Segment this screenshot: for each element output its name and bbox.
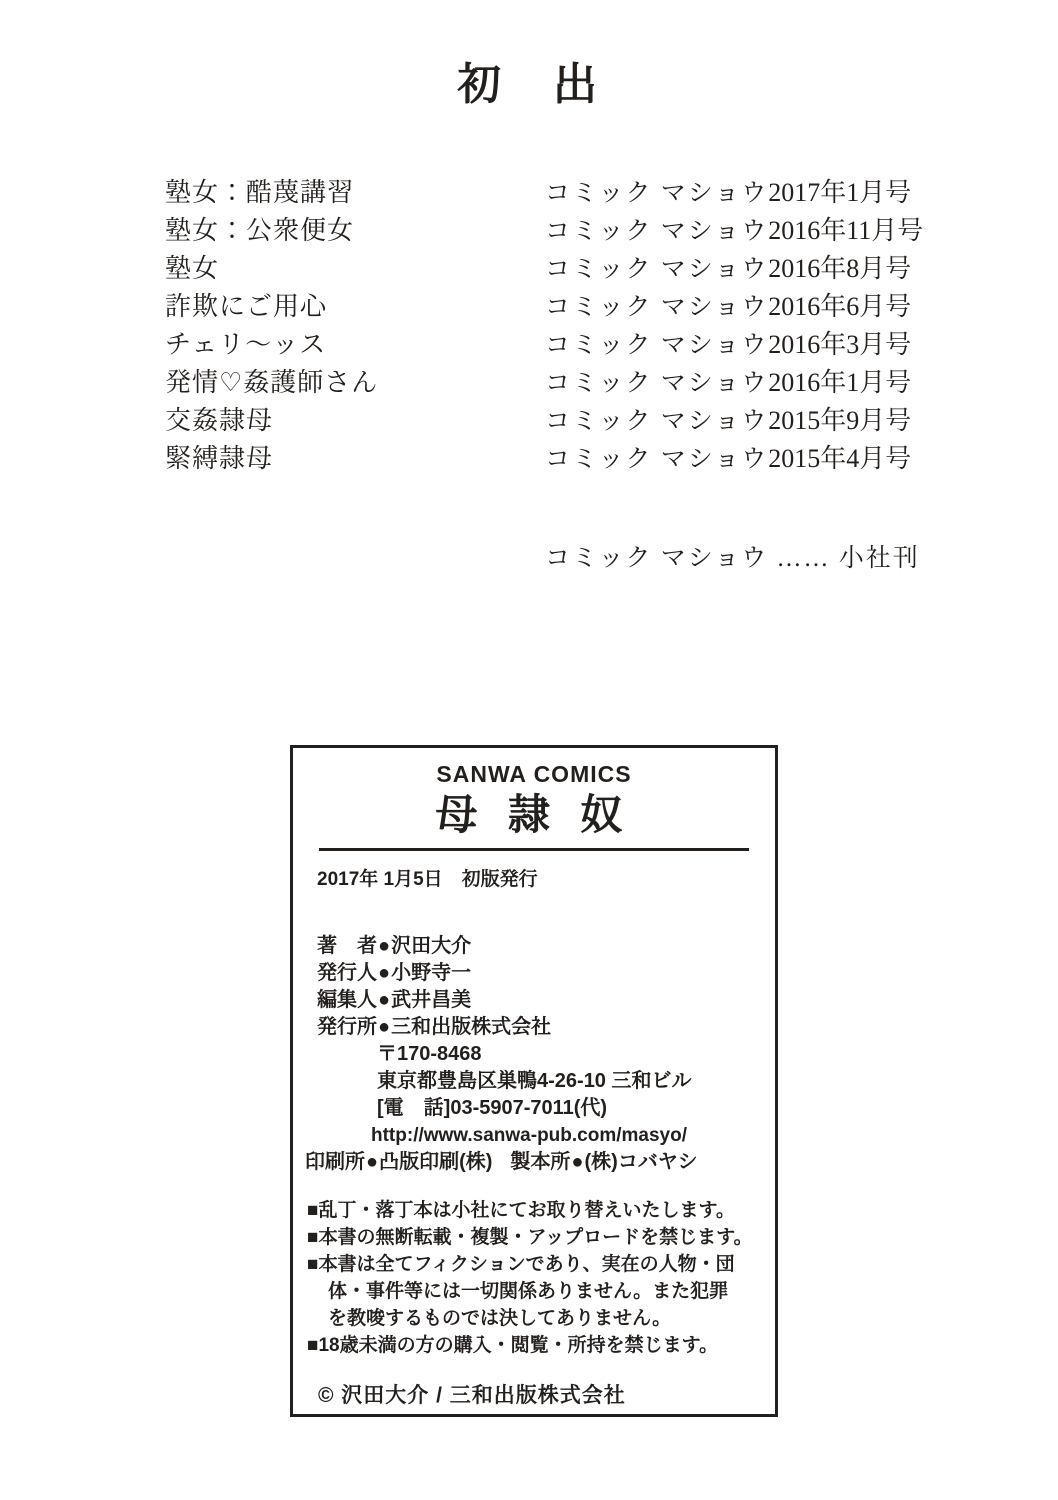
telephone: [電 話]03-5907-7011(代) — [377, 1097, 608, 1119]
street-address: 東京都豊島区巣鴨4-26-10 三和ビル — [377, 1070, 692, 1092]
credit-value: 小野寺一 — [391, 962, 472, 984]
postal-code: 〒170-8468 — [377, 1043, 482, 1065]
book-title: 母 隷 奴 — [435, 793, 633, 839]
credit-row-editor — [317, 987, 775, 1014]
colophon-box — [290, 745, 778, 1417]
publication-row — [165, 324, 912, 362]
work-title: 交姦隷母 — [165, 406, 274, 435]
notice-line: ■本書の無断転載・複製・アップロードを禁じます。 — [307, 1227, 753, 1248]
credit-label: 編集人 — [317, 989, 377, 1011]
production-value: (株)コバヤシ — [584, 1151, 698, 1173]
imprint-label: SANWA COMICS — [436, 761, 632, 787]
work-title: 詐欺にご用心 — [165, 292, 328, 321]
work-title: 塾女 — [165, 254, 220, 283]
publication-row — [165, 400, 912, 438]
bullet-icon: ● — [378, 989, 391, 1011]
issue-date: 2016年11月号 — [768, 216, 924, 245]
credit-row-publishing-house — [317, 1014, 775, 1041]
credit-label: 発行所 — [317, 1016, 377, 1038]
page-title: 初 出 — [457, 60, 601, 109]
bullet-icon: ● — [571, 1151, 584, 1173]
bullet-icon: ● — [366, 1151, 379, 1173]
credit-label: 著 者 — [317, 935, 377, 957]
work-title: チェリ～ッス — [165, 330, 327, 359]
bullet-icon: ● — [378, 962, 391, 984]
bullet-icon: ● — [378, 935, 391, 957]
bullet-icon: ● — [378, 1016, 391, 1038]
magazine-name: コミック マショウ — [545, 218, 769, 245]
publication-row — [165, 362, 912, 400]
magazine-name: コミック マショウ — [545, 294, 769, 321]
notices-list — [307, 1197, 775, 1359]
work-title: 緊縛隷母 — [165, 444, 274, 473]
magazine-name: コミック マショウ — [545, 180, 769, 207]
publisher-note: コミック マショウ …… 小社刊 — [545, 545, 920, 572]
notice-line-continuation: を教唆するものでは決してありません。 — [328, 1308, 672, 1329]
issue-date: 2016年8月号 — [768, 254, 912, 283]
magazine-name: コミック マショウ — [545, 370, 769, 397]
publication-row — [165, 172, 912, 210]
credit-label: 発行人 — [317, 962, 377, 984]
credits-list — [317, 933, 775, 1041]
issue-date: 2015年4月号 — [768, 444, 912, 473]
notice-line: ■本書は全てフィクションであり、実在の人物・団 — [307, 1254, 735, 1275]
work-title: 発情♡姦護師さん — [165, 368, 379, 397]
magazine-name: コミック マショウ — [545, 408, 769, 435]
production-label: 印刷所 — [305, 1151, 365, 1173]
work-title: 塾女：酷蔑講習 — [165, 178, 355, 207]
issue-date: 2015年9月号 — [768, 406, 912, 435]
website-url: http://www.sanwa-pub.com/masyo/ — [371, 1125, 687, 1146]
credit-value: 武井昌美 — [391, 989, 472, 1011]
work-title: 塾女：公衆便女 — [165, 216, 355, 245]
edition-date: 2017年 1月5日 初版発行 — [317, 869, 538, 890]
publication-row — [165, 438, 912, 476]
issue-date: 2016年3月号 — [768, 330, 912, 359]
credit-row-author — [317, 933, 775, 960]
production-value: 凸版印刷(株) — [379, 1151, 493, 1173]
notice-line: ■乱丁・落丁本は小社にてお取り替えいたします。 — [307, 1200, 735, 1221]
publication-row — [165, 248, 912, 286]
magazine-name: コミック マショウ — [545, 446, 769, 473]
credit-value: 三和出版株式会社 — [391, 1016, 552, 1038]
magazine-name: コミック マショウ — [545, 332, 769, 359]
production-line — [305, 1149, 775, 1176]
copyright-line: © 沢田大介 / 三和出版株式会社 — [318, 1384, 626, 1407]
credit-row-publisher-person — [317, 960, 775, 987]
issue-date: 2016年1月号 — [768, 368, 912, 397]
publisher-address — [371, 1041, 775, 1149]
notice-line-continuation: 体・事件等には一切関係ありません。また犯罪 — [328, 1281, 729, 1302]
publication-row — [165, 286, 912, 324]
issue-date: 2016年6月号 — [768, 292, 912, 321]
credit-value: 沢田大介 — [391, 935, 472, 957]
magazine-name: コミック マショウ — [545, 256, 769, 283]
title-rule — [319, 848, 749, 851]
issue-date: 2017年1月号 — [768, 178, 912, 207]
production-label: 製本所 — [510, 1151, 571, 1173]
publication-list — [165, 172, 924, 476]
publication-row — [165, 210, 924, 248]
notice-line: ■18歳未満の方の購入・閲覧・所持を禁じます。 — [307, 1335, 719, 1356]
